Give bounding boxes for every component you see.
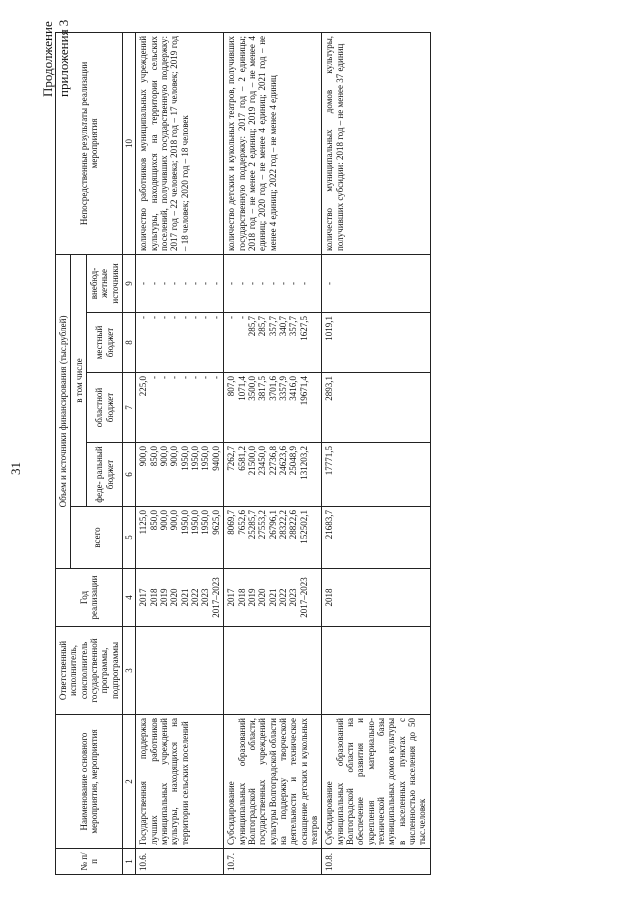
total-amounts-value: 26796,1: [267, 510, 278, 540]
total-amounts-value: 1950,0: [179, 510, 190, 535]
local-amounts-value: -: [148, 316, 159, 319]
local-amounts: [224, 313, 322, 373]
table-row: [322, 32, 430, 874]
federal-amounts-value: 25048,9: [288, 446, 299, 476]
year-list-value: 2020: [257, 588, 268, 607]
year-list-value: 2020: [169, 588, 180, 607]
year-list: [322, 569, 430, 627]
local-amounts-value: 357,7: [288, 316, 299, 337]
activity-name: Субсидирование муниципальных образований Волгоградской области, государственных учреждений культуры Волгоградской области на поддержку творческой деятельности и техническое оснащение детских и кукольных театров: [224, 715, 322, 849]
federal-amounts-value: 23450,0: [257, 446, 268, 476]
local-amounts-value: 1627,5: [298, 316, 309, 341]
regional-amounts: [322, 373, 430, 443]
extra-amounts-value: -: [298, 281, 309, 285]
column-number: 7: [123, 373, 136, 443]
extra-amounts: [224, 254, 322, 312]
extra-amounts-value: -: [169, 281, 180, 285]
header-federal: феде- ральный бюджет: [87, 443, 123, 507]
regional-amounts-value: 19671,4: [298, 376, 309, 406]
result-text: количество работников муниципальных учреждений культуры, находящихся на территории сельских поселений, получивших государственную поддержку: 2017 год – 22 человека; 2018 год – 17 человек; 2019 год – 18 человек; 2020 год – 18 человек: [136, 32, 224, 254]
row-number: 10.6.: [136, 849, 224, 875]
federal-amounts-value: 900,0: [159, 446, 170, 467]
column-number: 5: [123, 507, 136, 569]
year-list-value: 2022: [190, 588, 201, 607]
financing-table: [55, 32, 431, 875]
total-amounts-value: 28822,6: [288, 510, 299, 540]
header-year: Год реализации: [56, 569, 123, 627]
local-amounts-value: -: [200, 316, 211, 319]
executor-cell: [224, 627, 322, 715]
total-amounts-value: 900,0: [169, 510, 180, 531]
total-amounts-value: 1125,0: [138, 510, 149, 535]
extra-amounts-value: -: [210, 281, 221, 285]
local-amounts-value: 285,7: [246, 316, 257, 337]
total-amounts-value: 1950,0: [190, 510, 201, 535]
regional-amounts-value: 807,0: [226, 376, 237, 397]
activity-name: Субсидирование муниципальных образований Волгоградской области на обеспечение развития и укрепления материально-технической базы муниципальных домов культуры в населенных пунктах с численностью населения до 50 тыс.человек: [322, 715, 430, 849]
federal-amounts: [136, 443, 224, 507]
column-number: 4: [123, 569, 136, 627]
result-text: количество муниципальных домов культуры, получивших субсидии: 2018 год – не менее 37 единиц: [322, 32, 430, 254]
total-amounts-value: 25285,7: [246, 510, 257, 540]
federal-amounts-value: 6581,2: [236, 446, 247, 471]
extra-amounts-value: -: [226, 281, 237, 285]
executor-cell: [136, 627, 224, 715]
year-list-value: 2021: [267, 588, 278, 607]
header-executor: Ответственный исполнитель, соисполнитель государственной программы, подпрограммы: [56, 627, 123, 715]
local-amounts-value: 285,7: [257, 316, 268, 337]
local-amounts-value: 1019,1: [324, 316, 335, 341]
header-local: местный бюджет: [87, 313, 123, 373]
regional-amounts-value: 1071,4: [236, 376, 247, 401]
federal-amounts-value: 7262,7: [226, 446, 237, 471]
regional-amounts-value: -: [210, 376, 221, 379]
federal-amounts-value: 900,0: [138, 446, 149, 467]
federal-amounts-value: 131203,2: [298, 446, 309, 480]
extra-amounts-value: -: [277, 281, 288, 285]
total-amounts-value: 21683,7: [324, 510, 335, 540]
regional-amounts: [136, 373, 224, 443]
extra-amounts-value: -: [288, 281, 299, 285]
total-amounts-value: 1950,0: [200, 510, 211, 535]
column-number: 6: [123, 443, 136, 507]
header-num: № п/п: [56, 849, 123, 875]
regional-amounts-value: 3817,5: [257, 376, 268, 401]
regional-amounts-value: 225,0: [138, 376, 149, 397]
year-list-value: 2023: [200, 588, 211, 607]
column-number: 10: [123, 32, 136, 254]
regional-amounts: [224, 373, 322, 443]
header-in-that: в том числе: [71, 254, 87, 506]
header-results: Непосредственные результаты реализации мероприятия: [56, 32, 123, 254]
regional-amounts-value: 2893,1: [324, 376, 335, 401]
column-number-row: [123, 32, 136, 874]
column-number: 9: [123, 254, 136, 312]
regional-amounts-value: -: [148, 376, 159, 379]
local-amounts-value: -: [159, 316, 170, 319]
result-text: количество детских и кукольных театров, получивших государственную поддержку: 2017 год – 2 единицы; 2018 год – не менее 2 единиц; 2019 год – не менее 4 единиц; 2020 год – не менее 4 единиц; 2021 год – не менее 4 единиц; 2022 год – не менее 4 единиц: [224, 32, 322, 254]
federal-amounts-value: 900,0: [169, 446, 180, 467]
extra-amounts-value: -: [138, 281, 149, 285]
executor-cell: [322, 627, 430, 715]
column-number: 8: [123, 313, 136, 373]
extra-amounts-value: -: [257, 281, 268, 285]
year-list-value: 2021: [179, 588, 190, 607]
local-amounts-value: -: [169, 316, 180, 319]
header-name: Наименование основного мероприятия, мероприятия: [56, 715, 123, 849]
total-amounts-value: 27553,2: [257, 510, 268, 540]
regional-amounts-value: -: [159, 376, 170, 379]
activity-name: Государственная поддержка лучших работников муниципальных учреждений культуры, находящихся на территории сельских поселений: [136, 715, 224, 849]
regional-amounts-value: 3500,0: [246, 376, 257, 401]
year-list: [224, 569, 322, 627]
federal-amounts-value: 21500,0: [246, 446, 257, 476]
local-amounts-value: -: [226, 316, 237, 319]
local-amounts: [322, 313, 430, 373]
total-amounts-value: 28322,2: [277, 510, 288, 540]
page-number: 31: [8, 462, 23, 475]
header-regional: областной бюджет: [87, 373, 123, 443]
header-extra: внебюд- жетные источники: [87, 254, 123, 312]
local-amounts: [136, 313, 224, 373]
federal-amounts-value: 850,0: [148, 446, 159, 467]
federal-amounts-value: 17771,5: [324, 446, 335, 476]
extra-amounts-value: -: [236, 281, 247, 285]
total-amounts: [224, 507, 322, 569]
extra-amounts-value: -: [246, 281, 257, 285]
extra-amounts-value: -: [159, 281, 170, 285]
local-amounts-value: -: [138, 316, 149, 319]
total-amounts: [322, 507, 430, 569]
column-number: 3: [123, 627, 136, 715]
total-amounts-value: 152502,1: [298, 510, 309, 544]
continuation-caption: Продолжение приложения 3: [40, 19, 71, 97]
total-amounts-value: 850,0: [148, 510, 159, 531]
year-list: [136, 569, 224, 627]
federal-amounts: [322, 443, 430, 507]
local-amounts-value: -: [190, 316, 201, 319]
extra-amounts-value: -: [148, 281, 159, 285]
year-list-value: 2018: [324, 588, 335, 607]
total-amounts-value: 8069,7: [226, 510, 237, 535]
federal-amounts-value: 24623,6: [277, 446, 288, 476]
extra-amounts: [136, 254, 224, 312]
federal-amounts-value: 1950,0: [200, 446, 211, 471]
local-amounts-value: 340,7: [277, 316, 288, 337]
federal-amounts: [224, 443, 322, 507]
year-list-value: 2018: [148, 588, 159, 607]
year-list-value: 2017: [138, 588, 149, 607]
table-row: [224, 32, 322, 874]
year-list-value: 2023: [288, 588, 299, 607]
column-number: 2: [123, 715, 136, 849]
total-amounts-value: 9625,0: [210, 510, 221, 535]
header-funding: Объем и источники финансирования (тыс.рублей): [56, 254, 71, 568]
regional-amounts-value: 3701,6: [267, 376, 278, 401]
total-amounts: [136, 507, 224, 569]
regional-amounts-value: 3357,9: [277, 376, 288, 401]
row-number: 10.8.: [322, 849, 430, 875]
year-list-value: 2022: [277, 588, 288, 607]
year-list-value: 2017: [226, 588, 237, 607]
regional-amounts-value: -: [200, 376, 211, 379]
extra-amounts: [322, 254, 430, 312]
regional-amounts-value: -: [179, 376, 190, 379]
extra-amounts-value: -: [190, 281, 201, 285]
table-row: [136, 32, 224, 874]
local-amounts-value: -: [179, 316, 190, 319]
regional-amounts-value: -: [169, 376, 180, 379]
year-list-value: 2018: [236, 588, 247, 607]
column-number: 1: [123, 849, 136, 875]
header-total: всего: [71, 507, 123, 569]
federal-amounts-value: 1950,0: [190, 446, 201, 471]
total-amounts-value: 7652,6: [236, 510, 247, 535]
federal-amounts-value: 22736,8: [267, 446, 278, 476]
regional-amounts-value: -: [190, 376, 201, 379]
local-amounts-value: 357,7: [267, 316, 278, 337]
local-amounts-value: -: [236, 316, 247, 319]
total-amounts-value: 900,0: [159, 510, 170, 531]
extra-amounts-value: -: [179, 281, 190, 285]
year-list-value: 2017–2023: [210, 577, 221, 618]
year-list-value: 2017–2023: [298, 577, 309, 618]
local-amounts-value: -: [210, 316, 221, 319]
federal-amounts-value: 9400,0: [210, 446, 221, 471]
year-list-value: 2019: [159, 588, 170, 607]
row-number: 10.7.: [224, 849, 322, 875]
federal-amounts-value: 1950,0: [179, 446, 190, 471]
extra-amounts-value: -: [324, 281, 335, 285]
extra-amounts-value: -: [267, 281, 278, 285]
extra-amounts-value: -: [200, 281, 211, 285]
regional-amounts-value: 3416,0: [288, 376, 299, 401]
year-list-value: 2019: [246, 588, 257, 607]
